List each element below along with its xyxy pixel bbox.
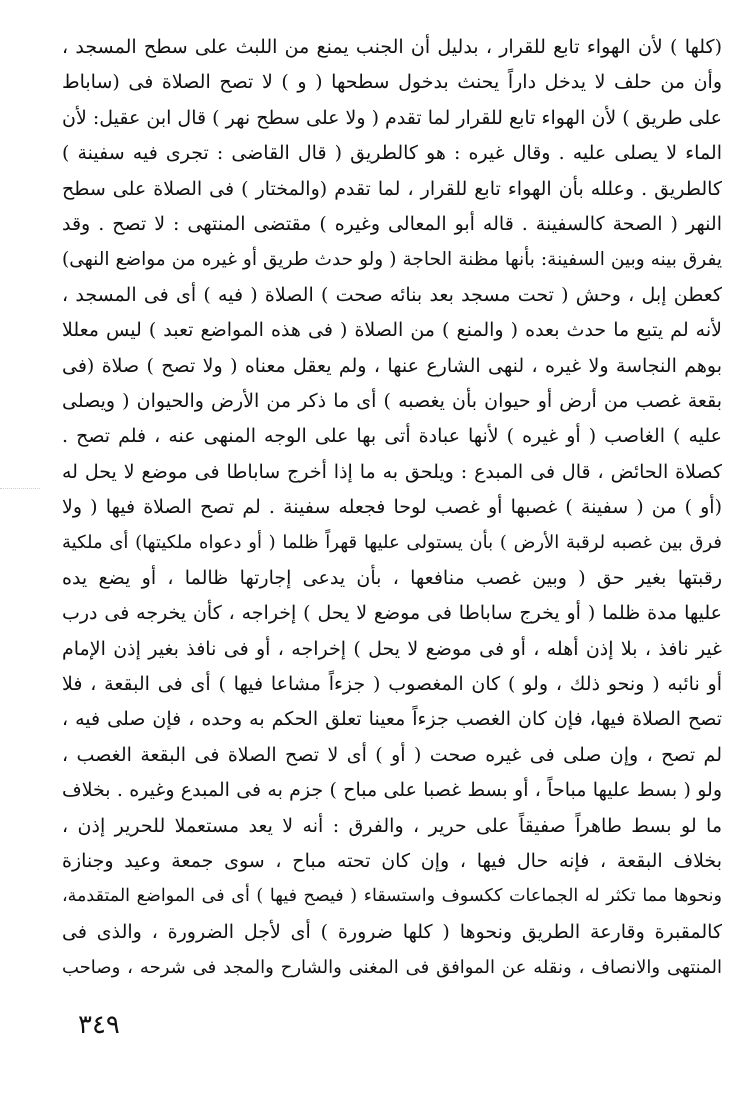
text-line: لأنه لم يتبع ما حدث بعده ( والمنع ) من الصلاة ( فى هذه المواضع تعبد ) ليس معللا [62,319,722,342]
text-line: أو نائبه ( ونحو ذلك ، ولو ) كان المغصوب ( جزءاً مشاعا فيها ) أى فى البقعة ، فلا [62,673,722,696]
text-line: (كلها ) لأن الهواء تابع للقرار ، بدليل أن الجنب يمنع من اللبث على سطح المسجد ، [62,36,722,58]
text-line: عليه ) الغاصب ( أو غيره ) لأنها عبادة أتى بها على الوجه المنهى عنه ، فلم تصح . [62,425,722,448]
text-line: عليها مدة ظلما ( أو يخرج ساباطا فى موضع لا يحل ) إخراجه ، كأن يخرجه فى درب [62,602,722,625]
text-line: (أو ) من ( سفينة ) غصبها أو غصب لوحا فجعله سفينة . لم تصح الصلاة فيها ( ولا [62,496,722,519]
text-line: بخلاف البقعة ، فإنه حال فيها ، وإن كان تحته مباح ، سوى جمعة وعيد وجنازة [62,849,722,872]
text-line: ونحوها مما تكثر له الجماعات ككسوف واستسقاء ( فيصح فيها ) أى فى المواضع المتقدمة، [62,886,722,907]
text-line: رقبتها بغير حق ( وبين غصب منافعها ، بأن يدعى إجارتها ظالما ، أو يضع يده [62,566,722,589]
text-line: المنتهى والانصاف ، ونقله عن الموافق فى المغنى والشارح والمجد فى شرحه ، وصاحب [62,957,722,979]
text-line: وأن من حلف لا يدخل داراً يحنث بدخول سطحها ( و ) لا تصح الصلاة فى (ساباط [62,71,722,94]
body-text [62,30,722,986]
text-line: فرق بين غصبه لرقبة الأرض ) بأن يستولى عليها قهراً ظلما ( أو دعواه ملكيتها) أى ملكية [62,532,722,554]
text-line: كالطريق . وعلله بأن الهواء تابع للقرار ، لما تقدم (والمختار ) فى الصلاة على سطح [62,177,722,200]
text-line: الماء لا يصلى عليه . وقال غيره : هو كالطريق ( قال القاضى : تجرى فيه سفينة ) [62,142,722,165]
text-line: تصح الصلاة فيها، فإن كان الغصب جزءاً معينا تعلق الحكم به وحده ، فإن صلى فيه ، [62,708,722,731]
text-line: بقعة غصب من أرض أو حيوان بأن يغصبه ) أى ما ذكر من الأرض والحيوان ( ويصلى [62,389,722,412]
page-number: ٣٤٩ [78,1010,120,1040]
text-line: ما لو بسط طاهراً صفيقاً على حرير ، والفرق : أنه لا يعد مستعملا للحرير إذن ، [62,814,722,837]
text-line: بوهم النجاسة ولا غيره ، لنهى الشارع عنها ، ولم يعقل معناه ( ولا تصح ) صلاة (فى [62,354,722,377]
text-line: كالمقبرة وقارعة الطريق ونحوها ( كلها ضرورة ) أى لأجل الضرورة ، والذى فى [62,920,722,943]
scan-edge-mark [0,488,40,490]
text-line: يفرق بينه وبين السفينة: بأنها مظنة الحاجة ( ولو حدث طريق أو غيره من مواضع النهى) [62,249,722,271]
text-line: على طريق ) لأن الهواء تابع للقرار لما تقدم ( ولا على سطح نهر ) قال ابن عقيل: لأن [62,106,722,129]
text-line: كعطن إبل ، وحش ( تحت مسجد بعد بنائه صحت ) الصلاة ( فيه ) أى فى المسجد ، [62,283,722,306]
text-line: النهر ( الصحة كالسفينة . قاله أبو المعالى وغيره ) مقتضى المنتهى : لا تصح . وقد [62,212,722,235]
text-line: لم تصح ، وإن صلى فى غيره صحت ( أو ) أى لا تصح الصلاة فى البقعة الغصب ، [62,743,722,766]
text-line: غير نافذ ، بلا إذن أهله ، أو فى موضع لا يحل ) إخراجه ، أو فى نافذ بغير إذن الإمام [62,637,722,660]
text-line: كصلاة الحائض ، قال فى المبدع : ويلحق به ما إذا أخرج ساباطا فى موضع لا يحل له [62,460,722,483]
text-line: ولو ( بسط عليها مباحاً ، أو بسط غصبا على مباح ) جزم به فى المبدع وغيره . بخلاف [62,779,722,802]
